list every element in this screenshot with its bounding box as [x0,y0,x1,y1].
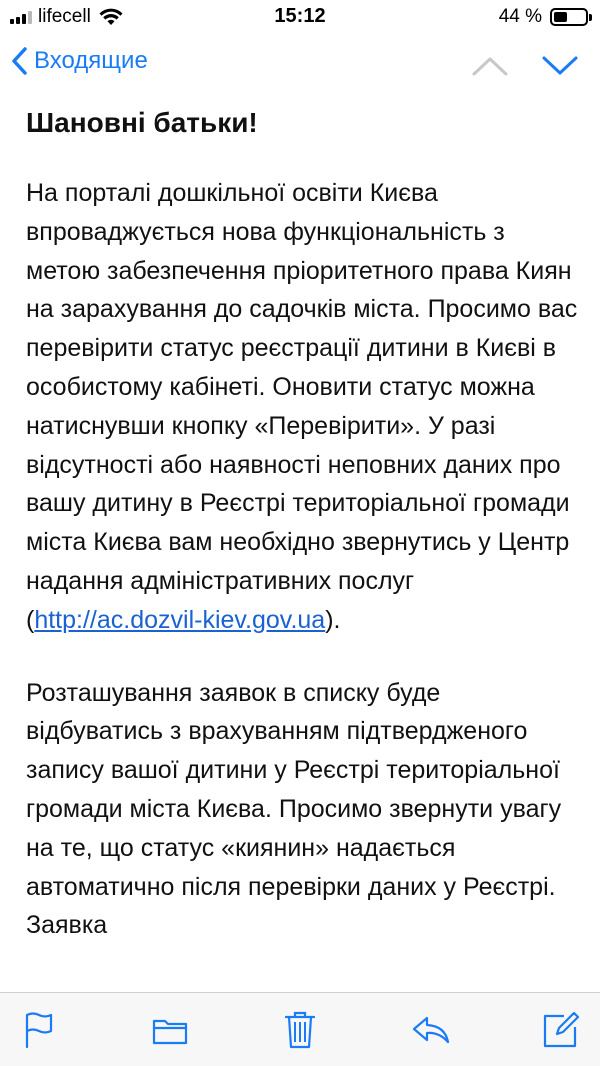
flag-button[interactable] [18,1009,60,1051]
back-label: Входящие [34,47,148,74]
message-navigation [470,50,580,80]
reply-icon [411,1014,451,1046]
compose-button[interactable] [540,1009,582,1051]
status-time: 15:12 [274,5,326,27]
battery-percent: 44 % [498,6,542,27]
folder-icon [152,1015,188,1045]
email-body [26,100,581,990]
email-paragraph-1 [26,174,581,640]
paragraph-1-text: На порталі дошкільної освіти Києва впроваджується нова функціональність з метою забезпечення пріоритетного права Киян на зарахування до садочків міста. Просимо вас перевірити статус реєстрації дитини в Києві в особистому кабінеті. Оновити статус можна натиснувши кнопку «Перевірити». У разі відсутності або наявності неповних даних про вашу дитину в Реєстрі територіальної громади міста Києва вам необхідно звернутись у Центр надання адміністративних послуг ( [26,179,578,634]
email-paragraph-2: Розташування заявок в списку буде відбуватись з врахуванням підтвердженого запису вашої дитини у Реєстрі територіальної громади міста Києва. Просимо звернути увагу на те, що статус «киянин» надається автоматично після перевірки даних у Реєстрі. Заявка [26,678,562,940]
folder-button[interactable] [149,1009,191,1051]
carrier-name: lifecell [38,6,91,27]
chevron-left-icon [10,46,28,76]
dozvil-link[interactable]: http://ac.dozvil-kiev.gov.ua [34,605,326,634]
battery-icon [550,8,588,26]
reply-button[interactable] [410,1009,452,1051]
previous-message-icon[interactable] [470,50,510,80]
email-heading: Шановні батьки! [26,107,258,138]
next-message-icon[interactable] [540,50,580,80]
nav-bar [0,34,600,100]
paragraph-1-tail: ). [325,605,341,634]
flag-icon [23,1011,55,1049]
trash-button[interactable] [279,1009,321,1051]
back-button[interactable] [10,46,148,76]
status-bar [0,0,600,34]
compose-icon [542,1011,580,1049]
bottom-toolbar [0,992,600,1066]
status-right [499,6,588,28]
trash-icon [284,1010,316,1050]
